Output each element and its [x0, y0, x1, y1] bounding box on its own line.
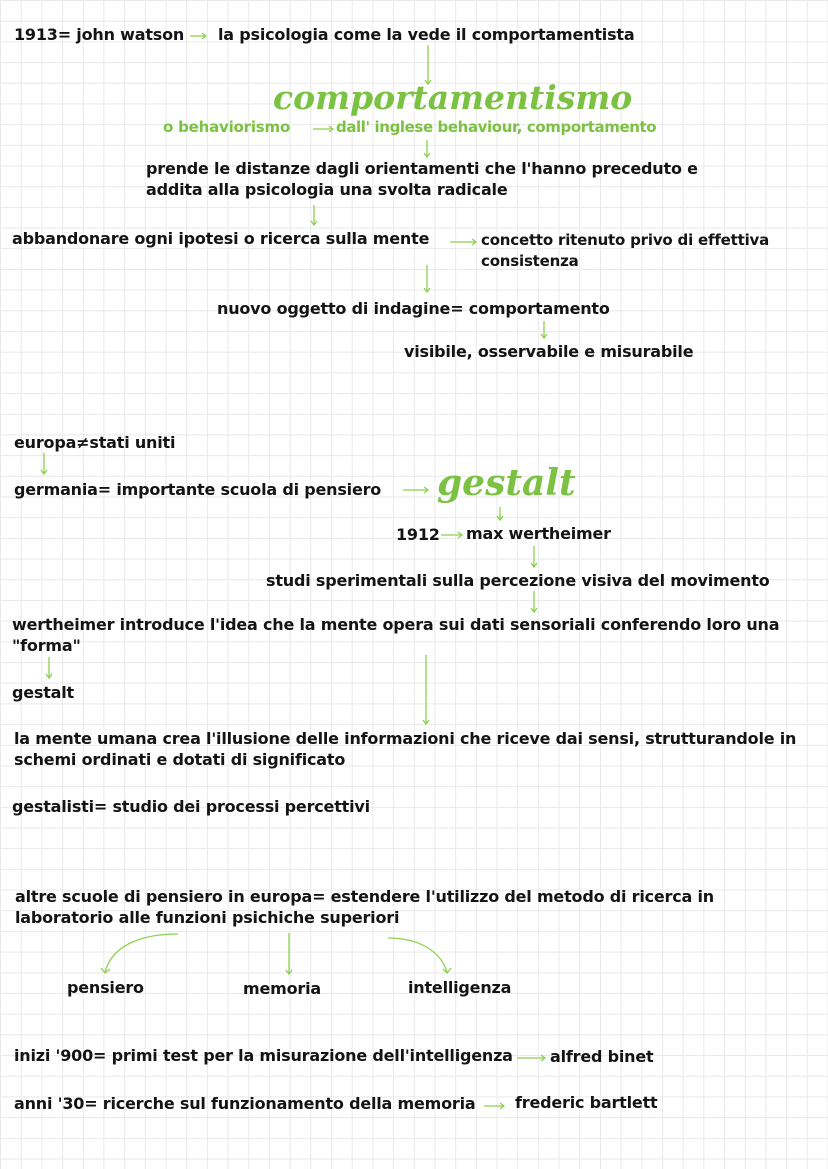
form-idea-note: wertheimer introduce l'idea che la mente opera sui dati sensoriali conferendo loro una "forma" [12, 615, 780, 655]
studies-note: studi sperimentali sulla percezione visiva del movimento [266, 571, 770, 590]
comportamentismo-title: comportamentismo [273, 78, 633, 117]
distance-note: prende le distanze dagli orientamenti che l'hanno preceduto e addita alla psicologia una svolta radicale [146, 159, 698, 199]
other-schools-note: altre scuole di pensiero in europa= estendere l'utilizzo del metodo di ricerca in laboratorio alle funzioni psichiche superiori [15, 887, 714, 927]
intelligence-tests-note: inizi '900= primi test per la misurazione dell'intelligenza [14, 1046, 513, 1065]
watson-heading: 1913= john watson [14, 25, 185, 44]
gestaltists-note: gestalisti= studio dei processi percettivi [12, 797, 370, 816]
branch-pensiero: pensiero [67, 978, 144, 997]
bartlett-name: frederic bartlett [515, 1093, 658, 1112]
branch-memoria: memoria [243, 979, 321, 998]
new-object-note: nuovo oggetto di indagine= comportamento [217, 299, 610, 318]
gestalt-title: gestalt [437, 462, 576, 504]
memory-research-note: anni '30= ricerche sul funzionamento della memoria [14, 1094, 476, 1113]
behaviorism-label: o behaviorismo [163, 118, 291, 136]
binet-name: alfred binet [550, 1047, 654, 1066]
watson-description: la psicologia come la vede il comportamentista [218, 25, 635, 44]
mind-illusion-note: la mente umana crea l'illusione delle informazioni che riceve dai sensi, strutturandole in schemi ordinati e dotati di significato [14, 729, 797, 769]
gestalt-label: gestalt [12, 683, 75, 702]
wertheimer-name: max wertheimer [466, 524, 611, 543]
germany-note: germania= importante scuola di pensiero [14, 480, 382, 499]
branch-intelligenza: intelligenza [408, 978, 512, 997]
abandon-mind-note: abbandonare ogni ipotesi o ricerca sulla mente [12, 229, 430, 248]
year-1912: 1912 [396, 525, 440, 544]
visible-note: visibile, osservabile e misurabile [404, 342, 694, 361]
behaviour-origin: dall' inglese behaviour, comportamento [336, 118, 657, 136]
concept-note: concetto ritenuto privo di effettiva consistenza [481, 231, 770, 270]
europe-vs-usa: europa≠stati uniti [14, 433, 176, 452]
